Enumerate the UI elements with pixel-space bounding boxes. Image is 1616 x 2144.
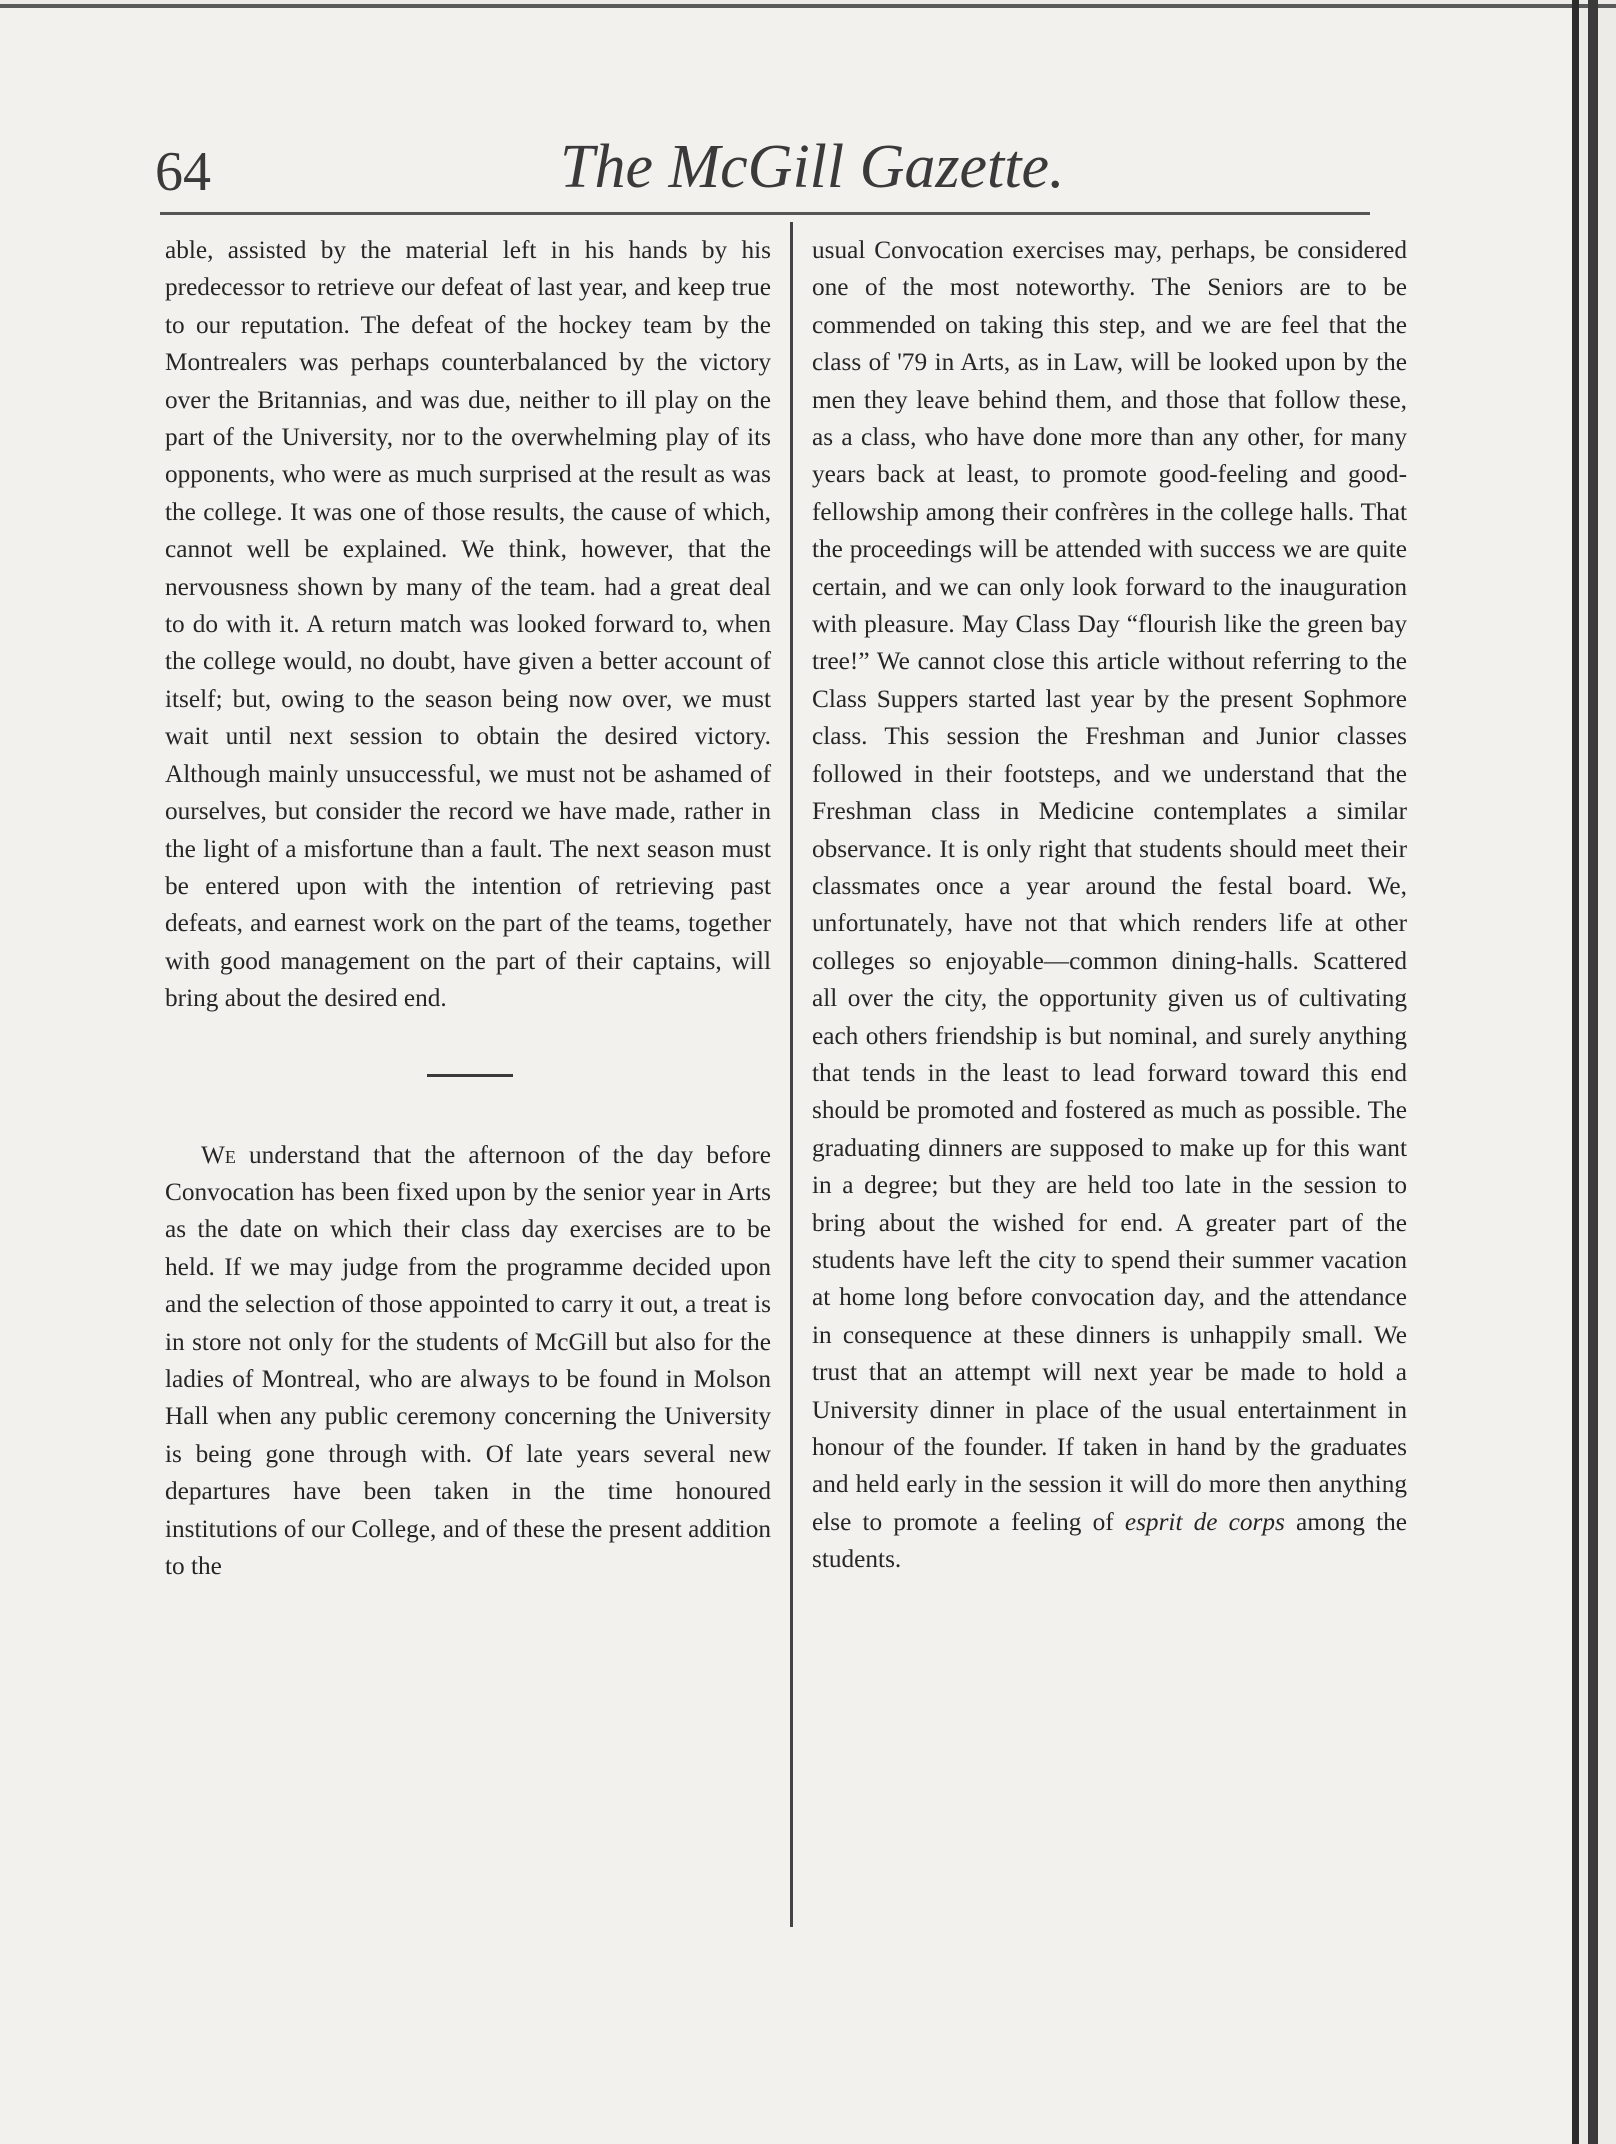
left-paragraph-1: able, assisted by the material left in his hands by his predecessor to retrieve our defeat of last year, and keep true to our reputation. The defeat of the hockey team by the Montrealers was perhaps counterbalanced by the victory over the Britannias, and was due, neither to ill play on the part of the University, nor to the overwhelming play of its opponents, who were as much surprised at the result as was the college. It was one of those results, the cause of which, cannot well be explained. We think, however, that the nervousness shown by many of the team. had a great deal to do with it. A return match was looked forward to, when the college would, no doubt, have given a better account of itself; but, owing to the season being now over, we must wait until next session to obtain the desired victory. Although mainly unsuccessful, we must not be ashamed of ourselves, but consider the record we have made, rather in the light of a misfortune than a fault. The next season must be entered upon with the intention of retrieving past defeats, and earnest work on the part of the teams, together with good management on the part of their captains, will bring about the desired end. (165, 236, 771, 1013)
section-divider (427, 1074, 513, 1077)
left-column (165, 232, 771, 1585)
right-column (812, 232, 1407, 1579)
right-paragraph-1-end: among the students. (812, 1507, 1407, 1574)
right-paragraph-1 (812, 232, 1407, 1579)
left-paragraph-2 (165, 1137, 771, 1586)
paragraph-lead-word: We (201, 1140, 236, 1169)
header-rule (160, 212, 1370, 215)
page-number: 64 (155, 141, 211, 203)
italic-phrase: esprit de corps (1124, 1507, 1285, 1536)
page-title: The McGill Gazette. (560, 133, 1065, 201)
right-paragraph-1-text: usual Convocation exercises may, perhaps, be considered one of the most noteworthy. The Seniors are to be commended on taking this step, and we are feel that the class of '79 in Arts, as in Law, will be looked upon by the men they leave behind them, and those that follow these, as a class, who have done more than any other, for many years back at least, to promote good-feeling and good-fellowship among their confrères in the college halls. That the proceedings will be attended with success we are quite certain, and we can only look forward to the inauguration with pleasure. May Class Day “flourish like the green bay tree!” We cannot close this article without referring to the Class Suppers started last year by the present Sophmore class. This session the Freshman and Junior classes followed in their footsteps, and we understand that the Freshman class in Medicine contemplates a similar observance. It is only right that students should meet their classmates once a year around the festal board. We, unfortunately, have not that which renders life at other colleges so enjoyable—common dining-halls. Scattered all over the city, the opportunity given us of cultivating each others friendship is but nominal, and surely anything that tends in the least to lead forward toward this end should be promoted and fostered as much as possible. The graduating dinners are supposed to make up for this want in a degree; but they are held too late in the session to bring about the wished for end. A greater part of the students have left the city to spend their summer vacation at home long before convocation day, and the attendance in consequence at these dinners is unhappily small. We trust that an attempt will next year be made to hold a University dinner in place of the usual entertainment in honour of the founder. If taken in hand by the graduates and held early in the session it will do more then anything else to promote a feeling of (812, 236, 1407, 1536)
page-edge-outer (1588, 0, 1598, 2144)
page-edge (1572, 0, 1579, 2144)
column-divider (790, 222, 793, 1927)
left-paragraph-2-text: understand that the afternoon of the day before Convocation has been fixed upon by the senior year in Arts as the date on which their class day exercises are to be held. If we may judge from the programme decided upon and the selection of those appointed to carry it out, a treat is in store not only for the students of McGill but also for the ladies of Montreal, who are always to be found in Molson Hall when any public ceremony concerning the University is being gone through with. Of late years several new departures have been taken in the time honoured institutions of our College, and of these the present addition to the (165, 1140, 771, 1580)
